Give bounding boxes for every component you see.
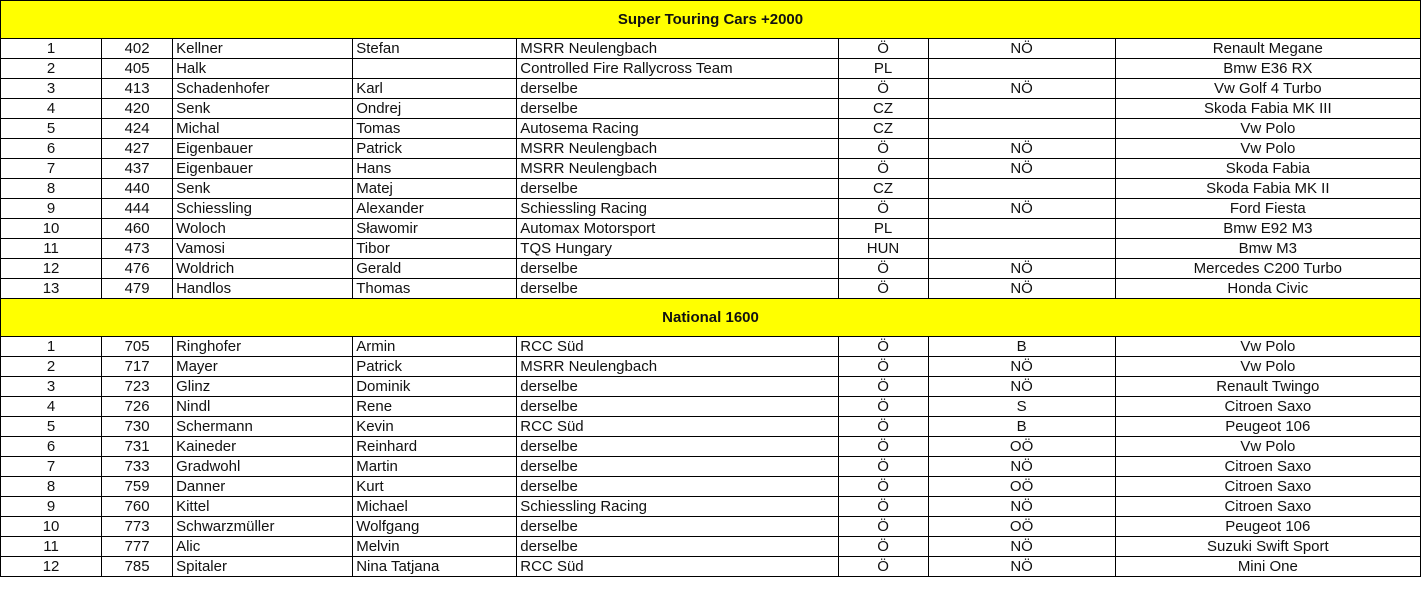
- start-number-cell: 402: [102, 39, 173, 59]
- start-number-cell: 726: [102, 397, 173, 417]
- nationality-cell: Ö: [838, 437, 928, 457]
- position-cell: 10: [1, 517, 102, 537]
- nationality-cell: Ö: [838, 79, 928, 99]
- first-name-cell: Melvin: [353, 537, 517, 557]
- position-cell: 3: [1, 79, 102, 99]
- section-title: Super Touring Cars +2000: [1, 1, 1421, 39]
- start-number-cell: 437: [102, 159, 173, 179]
- position-cell: 9: [1, 497, 102, 517]
- car-cell: Ford Fiesta: [1115, 199, 1420, 219]
- region-cell: OÖ: [928, 477, 1115, 497]
- team-cell: MSRR Neulengbach: [517, 39, 838, 59]
- last-name-cell: Schiessling: [173, 199, 353, 219]
- car-cell: Mini One: [1115, 557, 1420, 577]
- first-name-cell: Tibor: [353, 239, 517, 259]
- position-cell: 6: [1, 139, 102, 159]
- position-cell: 5: [1, 119, 102, 139]
- last-name-cell: Nindl: [173, 397, 353, 417]
- car-cell: Bmw E92 M3: [1115, 219, 1420, 239]
- start-number-cell: 731: [102, 437, 173, 457]
- start-number-cell: 444: [102, 199, 173, 219]
- car-cell: Vw Polo: [1115, 437, 1420, 457]
- start-number-cell: 405: [102, 59, 173, 79]
- table-row: [1, 59, 1421, 79]
- position-cell: 11: [1, 239, 102, 259]
- nationality-cell: Ö: [838, 497, 928, 517]
- nationality-cell: Ö: [838, 397, 928, 417]
- start-number-cell: 424: [102, 119, 173, 139]
- nationality-cell: Ö: [838, 139, 928, 159]
- car-cell: Skoda Fabia MK III: [1115, 99, 1420, 119]
- first-name-cell: Ondrej: [353, 99, 517, 119]
- position-cell: 9: [1, 199, 102, 219]
- nationality-cell: Ö: [838, 377, 928, 397]
- first-name-cell: Rene: [353, 397, 517, 417]
- start-number-cell: 413: [102, 79, 173, 99]
- nationality-cell: Ö: [838, 537, 928, 557]
- car-cell: Vw Polo: [1115, 357, 1420, 377]
- car-cell: Bmw M3: [1115, 239, 1420, 259]
- team-cell: TQS Hungary: [517, 239, 838, 259]
- team-cell: RCC Süd: [517, 417, 838, 437]
- region-cell: [928, 59, 1115, 79]
- first-name-cell: Alexander: [353, 199, 517, 219]
- region-cell: B: [928, 337, 1115, 357]
- position-cell: 2: [1, 59, 102, 79]
- region-cell: NÖ: [928, 357, 1115, 377]
- table-row: [1, 79, 1421, 99]
- nationality-cell: HUN: [838, 239, 928, 259]
- region-cell: NÖ: [928, 497, 1115, 517]
- car-cell: Peugeot 106: [1115, 417, 1420, 437]
- start-number-cell: 473: [102, 239, 173, 259]
- table-row: [1, 557, 1421, 577]
- table-row: [1, 397, 1421, 417]
- team-cell: derselbe: [517, 279, 838, 299]
- region-cell: S: [928, 397, 1115, 417]
- start-number-cell: 705: [102, 337, 173, 357]
- last-name-cell: Kaineder: [173, 437, 353, 457]
- nationality-cell: Ö: [838, 357, 928, 377]
- last-name-cell: Schadenhofer: [173, 79, 353, 99]
- last-name-cell: Halk: [173, 59, 353, 79]
- table-row: [1, 219, 1421, 239]
- table-row: [1, 179, 1421, 199]
- last-name-cell: Glinz: [173, 377, 353, 397]
- nationality-cell: Ö: [838, 337, 928, 357]
- table-row: [1, 357, 1421, 377]
- region-cell: NÖ: [928, 457, 1115, 477]
- last-name-cell: Ringhofer: [173, 337, 353, 357]
- table-row: [1, 337, 1421, 357]
- start-number-cell: 777: [102, 537, 173, 557]
- nationality-cell: Ö: [838, 417, 928, 437]
- nationality-cell: Ö: [838, 279, 928, 299]
- team-cell: Controlled Fire Rallycross Team: [517, 59, 838, 79]
- table-row: [1, 119, 1421, 139]
- table-row: [1, 279, 1421, 299]
- table-row: [1, 477, 1421, 497]
- last-name-cell: Michal: [173, 119, 353, 139]
- team-cell: MSRR Neulengbach: [517, 139, 838, 159]
- region-cell: OÖ: [928, 437, 1115, 457]
- last-name-cell: Kellner: [173, 39, 353, 59]
- team-cell: derselbe: [517, 517, 838, 537]
- position-cell: 13: [1, 279, 102, 299]
- first-name-cell: Patrick: [353, 139, 517, 159]
- start-number-cell: 427: [102, 139, 173, 159]
- team-cell: derselbe: [517, 179, 838, 199]
- position-cell: 1: [1, 337, 102, 357]
- first-name-cell: Michael: [353, 497, 517, 517]
- last-name-cell: Vamosi: [173, 239, 353, 259]
- team-cell: derselbe: [517, 79, 838, 99]
- position-cell: 10: [1, 219, 102, 239]
- region-cell: NÖ: [928, 377, 1115, 397]
- start-number-cell: 773: [102, 517, 173, 537]
- last-name-cell: Danner: [173, 477, 353, 497]
- nationality-cell: Ö: [838, 199, 928, 219]
- team-cell: derselbe: [517, 437, 838, 457]
- nationality-cell: PL: [838, 219, 928, 239]
- car-cell: Vw Polo: [1115, 337, 1420, 357]
- first-name-cell: Stefan: [353, 39, 517, 59]
- last-name-cell: Eigenbauer: [173, 159, 353, 179]
- team-cell: MSRR Neulengbach: [517, 357, 838, 377]
- table-row: [1, 99, 1421, 119]
- table-row: [1, 159, 1421, 179]
- last-name-cell: Woldrich: [173, 259, 353, 279]
- car-cell: Bmw E36 RX: [1115, 59, 1420, 79]
- position-cell: 7: [1, 457, 102, 477]
- last-name-cell: Senk: [173, 99, 353, 119]
- car-cell: Skoda Fabia: [1115, 159, 1420, 179]
- first-name-cell: [353, 59, 517, 79]
- team-cell: derselbe: [517, 537, 838, 557]
- team-cell: derselbe: [517, 377, 838, 397]
- region-cell: [928, 119, 1115, 139]
- first-name-cell: Patrick: [353, 357, 517, 377]
- first-name-cell: Nina Tatjana: [353, 557, 517, 577]
- last-name-cell: Spitaler: [173, 557, 353, 577]
- region-cell: NÖ: [928, 199, 1115, 219]
- nationality-cell: PL: [838, 59, 928, 79]
- last-name-cell: Senk: [173, 179, 353, 199]
- start-number-cell: 479: [102, 279, 173, 299]
- first-name-cell: Matej: [353, 179, 517, 199]
- position-cell: 8: [1, 477, 102, 497]
- table-row: [1, 199, 1421, 219]
- nationality-cell: CZ: [838, 119, 928, 139]
- nationality-cell: CZ: [838, 179, 928, 199]
- car-cell: Vw Polo: [1115, 139, 1420, 159]
- region-cell: [928, 179, 1115, 199]
- first-name-cell: Tomas: [353, 119, 517, 139]
- team-cell: derselbe: [517, 457, 838, 477]
- car-cell: Renault Megane: [1115, 39, 1420, 59]
- first-name-cell: Martin: [353, 457, 517, 477]
- start-number-cell: 476: [102, 259, 173, 279]
- last-name-cell: Schwarzmüller: [173, 517, 353, 537]
- car-cell: Citroen Saxo: [1115, 497, 1420, 517]
- section-header-row: [1, 299, 1421, 337]
- nationality-cell: Ö: [838, 477, 928, 497]
- table-row: [1, 437, 1421, 457]
- region-cell: [928, 99, 1115, 119]
- first-name-cell: Karl: [353, 79, 517, 99]
- last-name-cell: Schermann: [173, 417, 353, 437]
- team-cell: Schiessling Racing: [517, 199, 838, 219]
- table-row: [1, 417, 1421, 437]
- first-name-cell: Wolfgang: [353, 517, 517, 537]
- car-cell: Renault Twingo: [1115, 377, 1420, 397]
- start-number-cell: 420: [102, 99, 173, 119]
- start-number-cell: 785: [102, 557, 173, 577]
- team-cell: Autosema Racing: [517, 119, 838, 139]
- nationality-cell: Ö: [838, 259, 928, 279]
- last-name-cell: Kittel: [173, 497, 353, 517]
- last-name-cell: Gradwohl: [173, 457, 353, 477]
- table-row: [1, 259, 1421, 279]
- car-cell: Mercedes C200 Turbo: [1115, 259, 1420, 279]
- team-cell: Automax Motorsport: [517, 219, 838, 239]
- section-title: National 1600: [1, 299, 1421, 337]
- nationality-cell: Ö: [838, 557, 928, 577]
- start-number-cell: 723: [102, 377, 173, 397]
- region-cell: OÖ: [928, 517, 1115, 537]
- table-row: [1, 497, 1421, 517]
- position-cell: 4: [1, 397, 102, 417]
- table-row: [1, 239, 1421, 259]
- region-cell: NÖ: [928, 279, 1115, 299]
- team-cell: MSRR Neulengbach: [517, 159, 838, 179]
- position-cell: 1: [1, 39, 102, 59]
- last-name-cell: Alic: [173, 537, 353, 557]
- last-name-cell: Mayer: [173, 357, 353, 377]
- start-number-cell: 717: [102, 357, 173, 377]
- position-cell: 8: [1, 179, 102, 199]
- table-row: [1, 377, 1421, 397]
- car-cell: Skoda Fabia MK II: [1115, 179, 1420, 199]
- table-row: [1, 457, 1421, 477]
- team-cell: derselbe: [517, 99, 838, 119]
- last-name-cell: Woloch: [173, 219, 353, 239]
- last-name-cell: Handlos: [173, 279, 353, 299]
- first-name-cell: Reinhard: [353, 437, 517, 457]
- table-row: [1, 139, 1421, 159]
- region-cell: [928, 239, 1115, 259]
- nationality-cell: Ö: [838, 517, 928, 537]
- first-name-cell: Thomas: [353, 279, 517, 299]
- car-cell: Citroen Saxo: [1115, 457, 1420, 477]
- table-row: [1, 517, 1421, 537]
- region-cell: NÖ: [928, 139, 1115, 159]
- position-cell: 7: [1, 159, 102, 179]
- car-cell: Citroen Saxo: [1115, 477, 1420, 497]
- region-cell: B: [928, 417, 1115, 437]
- start-number-cell: 759: [102, 477, 173, 497]
- position-cell: 12: [1, 557, 102, 577]
- region-cell: NÖ: [928, 79, 1115, 99]
- region-cell: [928, 219, 1115, 239]
- region-cell: NÖ: [928, 39, 1115, 59]
- team-cell: derselbe: [517, 259, 838, 279]
- car-cell: Vw Polo: [1115, 119, 1420, 139]
- nationality-cell: Ö: [838, 457, 928, 477]
- start-number-cell: 460: [102, 219, 173, 239]
- nationality-cell: Ö: [838, 159, 928, 179]
- first-name-cell: Armin: [353, 337, 517, 357]
- region-cell: NÖ: [928, 537, 1115, 557]
- table-row: [1, 537, 1421, 557]
- car-cell: Vw Golf 4 Turbo: [1115, 79, 1420, 99]
- team-cell: RCC Süd: [517, 557, 838, 577]
- position-cell: 5: [1, 417, 102, 437]
- first-name-cell: Kurt: [353, 477, 517, 497]
- position-cell: 6: [1, 437, 102, 457]
- region-cell: NÖ: [928, 259, 1115, 279]
- position-cell: 2: [1, 357, 102, 377]
- position-cell: 3: [1, 377, 102, 397]
- team-cell: RCC Süd: [517, 337, 838, 357]
- first-name-cell: Sławomir: [353, 219, 517, 239]
- region-cell: NÖ: [928, 557, 1115, 577]
- team-cell: Schiessling Racing: [517, 497, 838, 517]
- car-cell: Citroen Saxo: [1115, 397, 1420, 417]
- first-name-cell: Gerald: [353, 259, 517, 279]
- start-number-cell: 730: [102, 417, 173, 437]
- last-name-cell: Eigenbauer: [173, 139, 353, 159]
- nationality-cell: CZ: [838, 99, 928, 119]
- start-number-cell: 440: [102, 179, 173, 199]
- position-cell: 11: [1, 537, 102, 557]
- car-cell: Honda Civic: [1115, 279, 1420, 299]
- team-cell: derselbe: [517, 397, 838, 417]
- start-number-cell: 760: [102, 497, 173, 517]
- position-cell: 12: [1, 259, 102, 279]
- nationality-cell: Ö: [838, 39, 928, 59]
- table-row: [1, 39, 1421, 59]
- car-cell: Peugeot 106: [1115, 517, 1420, 537]
- region-cell: NÖ: [928, 159, 1115, 179]
- team-cell: derselbe: [517, 477, 838, 497]
- first-name-cell: Dominik: [353, 377, 517, 397]
- position-cell: 4: [1, 99, 102, 119]
- car-cell: Suzuki Swift Sport: [1115, 537, 1420, 557]
- first-name-cell: Kevin: [353, 417, 517, 437]
- first-name-cell: Hans: [353, 159, 517, 179]
- start-number-cell: 733: [102, 457, 173, 477]
- section-header-row: [1, 1, 1421, 39]
